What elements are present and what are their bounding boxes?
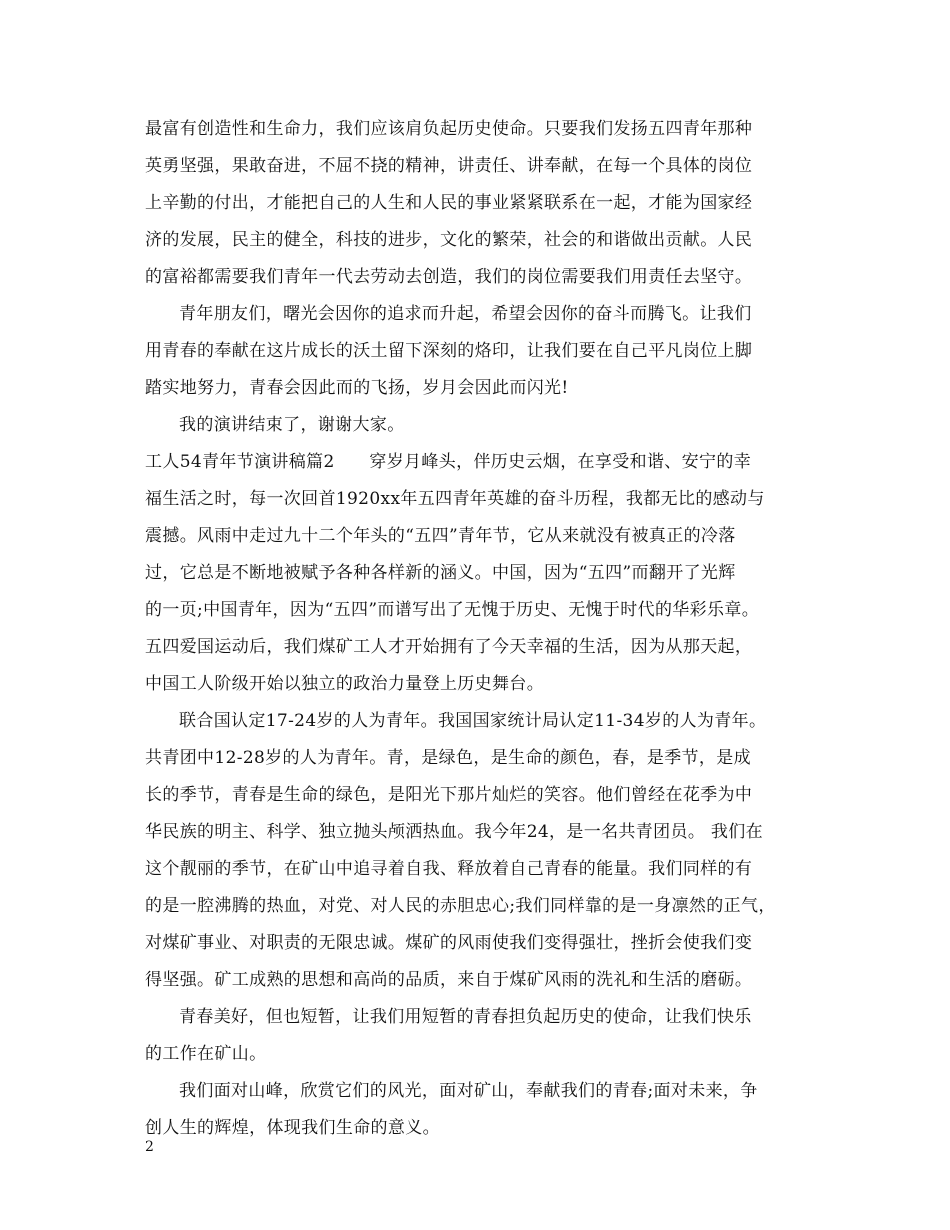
text-line: 的是一腔沸腾的热血，对党、对人民的赤胆忠心;我们同样靠的是一身凛然的正气，: [145, 896, 776, 916]
text-line: 的富裕都需要我们青年一代去劳动去创造，我们的岗位需要我们用责任去坚守。: [145, 267, 753, 287]
paragraph-first-line: 联合国认定17-24岁的人为青年。我国国家统计局认定11-34岁的人为青年。: [179, 711, 767, 731]
text-line: 的工作在矿山。: [145, 1044, 267, 1064]
paragraph-first-line: 青年朋友们，曙光会因你的追求而升起，希望会因你的奋斗而腾飞。让我们: [179, 304, 752, 324]
text-line: 济的发展，民主的健全，科技的进步，文化的繁荣，社会的和谐做出贡献。人民: [145, 230, 753, 250]
paragraph-first-line: 青春美好，但也短暂，让我们用短暂的青春担负起历史的使命，让我们快乐: [179, 1007, 752, 1027]
text-line: 福生活之时，每一次回首1920xx年五四青年英雄的奋斗历程，我都无比的感动与: [145, 489, 765, 509]
text-line: 最富有创造性和生命力，我们应该肩负起历史使命。只要我们发扬五四青年那种: [145, 119, 753, 139]
text-line: 中国工人阶级开始以独立的政治力量登上历史舞台。: [145, 674, 545, 694]
text-line: 用青春的奉献在这片成长的沃土留下深刻的烙印，让我们要在自己平凡岗位上脚: [145, 341, 753, 361]
text-line: 五四爱国运动后，我们煤矿工人才开始拥有了今天幸福的生活，因为从那天起，: [145, 637, 753, 657]
text-line: 的一页;中国青年，因为“五四”而谱写出了无愧于历史、无愧于时代的华彩乐章。: [145, 600, 760, 620]
text-line: 对煤矿事业、对职责的无限忠诚。煤矿的风雨使我们变得强壮，挫折会使我们变: [145, 933, 753, 953]
text-line: 华民族的明主、科学、独立抛头颅洒热血。我今年24，是一名共青团员。 我们在: [145, 822, 763, 842]
closing-line: 我的演讲结束了，谢谢大家。: [179, 415, 405, 435]
section-heading-line: 工人54青年节演讲稿篇2 穿岁月峰头，伴历史云烟，在享受和谐、安宁的幸: [145, 452, 752, 472]
text-line: 创人生的辉煌，体现我们生命的意义。: [145, 1118, 440, 1138]
text-line: 英勇坚强，果敢奋进，不屈不挠的精神，讲责任、讲奉献，在每一个具体的岗位: [145, 156, 753, 176]
text-line: 得坚强。矿工成熟的思想和高尚的品质，来自于煤矿风雨的洗礼和生活的磨砺。: [145, 970, 753, 990]
text-line: 过，它总是不断地被赋予各种各样新的涵义。中国，因为“五四”而翻开了光辉: [145, 563, 736, 583]
text-line: 震撼。风雨中走过九十二个年头的“五四”青年节，它从来就没有被真正的冷落: [145, 526, 736, 546]
text-line: 踏实地努力，青春会因此而的飞扬，岁月会因此而闪光!: [145, 378, 569, 398]
text-line: 上辛勤的付出，才能把自己的人生和人民的事业紧紧联系在一起，才能为国家经: [145, 193, 753, 213]
text-line: 这个靓丽的季节，在矿山中追寻着自我、释放着自己青春的能量。我们同样的有: [145, 859, 753, 879]
paragraph-first-line: 我们面对山峰，欣赏它们的风光，面对矿山，奉献我们的青春;面对未来，争: [179, 1081, 758, 1101]
text-line: 长的季节，青春是生命的绿色，是阳光下那片灿烂的笑容。他们曾经在花季为中: [145, 785, 753, 805]
page-number: 2: [145, 1139, 154, 1155]
text-line: 共青团中12-28岁的人为青年。青，是绿色，是生命的颜色，春，是季节，是成: [145, 748, 751, 768]
